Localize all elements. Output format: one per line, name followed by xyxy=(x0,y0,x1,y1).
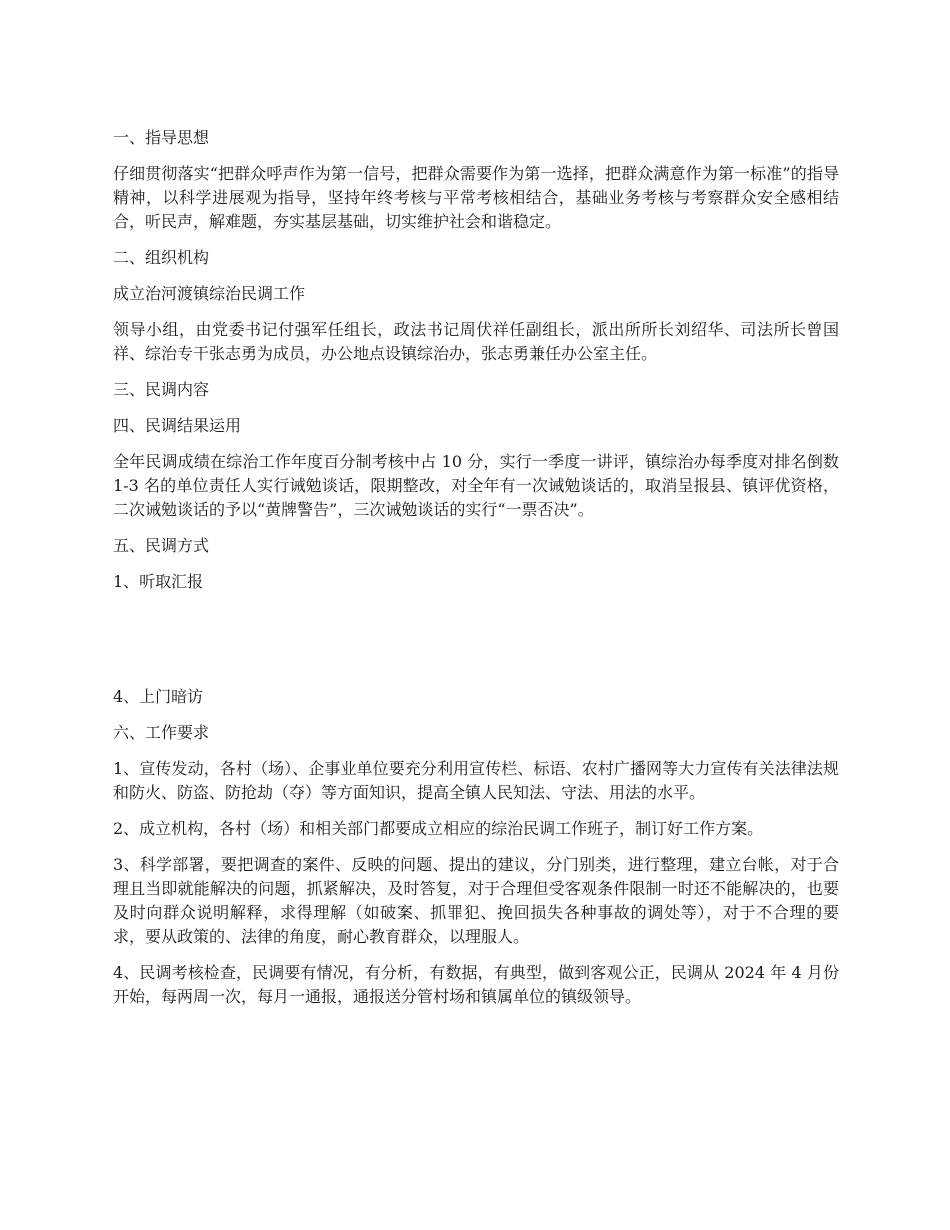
section-heading-organization: 二、组织机构 xyxy=(113,248,210,267)
list-item-establish-team: 2、成立机构，各村（场）和相关部门都要成立相应的综治民调工作班子，制订好工作方案。 xyxy=(113,819,764,838)
list-item-visit: 4、上门暗访 xyxy=(113,687,204,706)
list-item-deployment: 3、科学部署，要把调查的案件、反映的问题、提出的建议，分门别类，进行整理，建立台帐，对于合理且当即就能解决的问题，抓紧解决，及时答复，对于合理但受客观条件限制一时还不能解决的，也要及时向群众说明解释，求得理解（如破案、抓罪犯、挽回损失各种事故的调处等），对于不合理的要求，要从政策的、法律的角度，耐心教育群众，以理服人。 xyxy=(113,855,839,946)
list-item-report: 1、听取汇报 xyxy=(113,572,204,591)
list-item-publicity: 1、宣传发动，各村（场）、企事业单位要充分利用宣传栏、标语、农村广播网等大力宣传有关法律法规和防火、防盗、防抢劫（夺）等方面知识，提高全镇人民知法、守法、用法的水平。 xyxy=(113,759,839,802)
blank-gap xyxy=(113,606,839,685)
paragraph-guiding-thought: 仔细贯彻落实“把群众呼声作为第一信号，把群众需要作为第一选择，把群众满意作为第一标准”的指导精神，以科学进展观为指导，坚持年终考核与平常考核相结合，基础业务考核与考察群众安全感相结合，听民声，解难题，夯实基层基础，切实维护社会和谐稳定。 xyxy=(113,164,839,231)
section-heading-survey-method: 五、民调方式 xyxy=(113,536,210,555)
section-heading-work-requirements: 六、工作要求 xyxy=(113,723,210,742)
paragraph-establish-group: 成立治河渡镇综治民调工作 xyxy=(113,284,306,303)
section-heading-result-use: 四、民调结果运用 xyxy=(113,416,242,435)
document-page xyxy=(113,126,839,1021)
paragraph-result-use: 全年民调成绩在综治工作年度百分制考核中占 10 分，实行一季度一讲评，镇综治办每季度对排名倒数 1-3 名的单位责任人实行诫勉谈话，限期整改，对全年有一次诫勉谈话的，取消呈报县、镇评优资格，二次诫勉谈话的予以“黄牌警告”，三次诫勉谈话的实行“一票否决”。 xyxy=(113,452,839,519)
section-heading-survey-content: 三、民调内容 xyxy=(113,380,210,399)
list-item-assessment: 4、民调考核检查，民调要有情况，有分析，有数据，有典型，做到客观公正，民调从 2024 年 4 月份开始，每两周一次，每月一通报，通报送分管村场和镇属单位的镇级领导。 xyxy=(113,963,839,1006)
paragraph-leadership-group: 领导小组，由党委书记付强军任组长，政法书记周伏祥任副组长，派出所所长刘绍华、司法所长曾国祥、综治专干张志勇为成员，办公地点设镇综治办，张志勇兼任办公室主任。 xyxy=(113,320,839,363)
section-heading-guiding-thought: 一、指导思想 xyxy=(113,128,210,147)
